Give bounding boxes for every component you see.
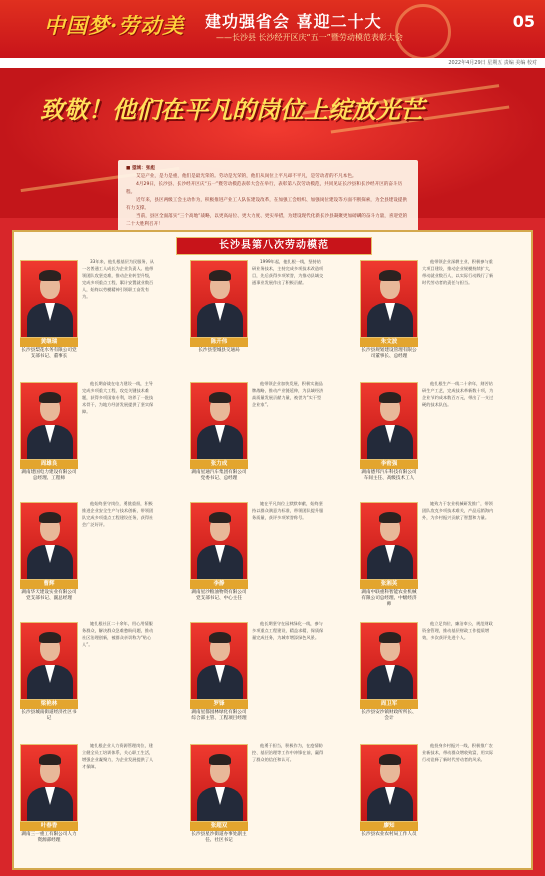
honoree-bio: 他扎根生产一线二十余年，刻苦钻研生产工艺，完成技术革新数十项，为企业节约成本数百万元，带出了一支过硬的技术队伍。 — [422, 381, 494, 407]
honoree-caption: 湖南德邦汽车科技有限公司车间主任、高级技术工人 — [361, 470, 417, 481]
dateline: 2022年4月29日 星期五 责编 美编 校对 — [0, 58, 545, 68]
honoree-bio: 33年来，他扎根基层为民服务，从一名普通工人成长为企业负责人。他带领团队攻坚克难，推动企业转型升级，完成多项重点工程，累计安置就业数百人，始终以劳模精神引领职工奋发有为。 — [82, 259, 154, 299]
masthead-logo: 中国梦·劳动美 — [44, 13, 185, 38]
honoree-caption: 长沙县规划建设管理有限公司董事长、总经理 — [361, 348, 417, 359]
honoree-bio: 她扎根企业人力资源管理岗位，建立健全员工培训体系，关心职工生活，增强企业凝聚力，为企业发展提供了人才保障。 — [82, 743, 154, 769]
intro-paragraph: 艾是产业，是力是重，他们是最光荣的。劳动是光荣的，他们从岗位上平凡却不平凡，是劳动者的不凡本色。 — [136, 174, 357, 179]
portrait-photo — [190, 744, 248, 822]
honoree-caption: 湖南中联重科智能农业机械有限公司总经理、中级经济师 — [361, 590, 417, 607]
honoree-name: 廖知 — [360, 822, 418, 831]
honoree-name: 李静 — [190, 580, 248, 589]
honoree-name: 张超双 — [190, 822, 248, 831]
honoree-name: 叶春香 — [20, 822, 78, 831]
honoree-name: 张湘英 — [360, 580, 418, 589]
portrait-photo — [20, 382, 78, 460]
honoree-caption: 长沙县望城县交通局 — [198, 348, 240, 353]
honoree-card — [360, 258, 525, 376]
honoree-name: 陈开伟 — [190, 338, 248, 347]
honoree-card — [20, 258, 185, 376]
honoree-name: 曹辉 — [20, 580, 78, 589]
portrait-photo — [20, 260, 78, 338]
honoree-card — [360, 620, 525, 738]
honoree-bio: 他带领企业深耕主业，积极参与重大项目建设，推动企业规模持续扩大，带动就业数百人，以实际行动践行了新时代劳动者的责任与担当。 — [422, 259, 494, 285]
honoree-name: 黄继瑞 — [20, 338, 78, 347]
honoree-card — [20, 742, 185, 860]
honoree-caption: 长沙县安沙镇财政所所长、会计 — [361, 710, 417, 721]
honoree-bio: 他始终坚守岗位，勇挑重担，积极推进企业安全生产与技术创新，带领团队完成多项重点工程建设任务，获得社会广泛好评。 — [82, 501, 154, 527]
intro-paragraph: 近年来，县区两级工会主动作为，积极推进产业工人队伍建设改革，在加强工会组织、加强岗位建设等方面不断探索，为全县建设提供有力支撑。 — [126, 198, 408, 211]
decorative-ring-icon — [395, 4, 451, 60]
honoree-bio: 他投身乡村振兴一线，积极推广农业新技术，带动群众增收致富，用实际行动诠释了新时代劳动者的风采。 — [422, 743, 494, 762]
honoree-name: 梁艳林 — [20, 700, 78, 709]
honoree-caption: 长沙县梨花水务有限公司党支部书记、董事长 — [21, 348, 77, 359]
honoree-card — [20, 500, 185, 618]
intro-byline: ■ 望城：张彪 — [126, 166, 155, 171]
honoree-card — [190, 742, 355, 860]
intro-paragraph: 当前，县区全面落实“三个高地”战略，以更高站位、更大力度、更实举措，为建设现代化新长沙县凝聚更加磅礴的奋斗力量，喜迎党的二十大胜利召开！ — [126, 214, 408, 227]
honoree-card — [190, 500, 355, 618]
honoree-caption: 湖南星沙粮油物资有限公司党支部书记、中心主任 — [191, 590, 247, 601]
honoree-caption: 长沙县城南街道经济社区书记 — [21, 710, 77, 721]
honoree-card — [190, 258, 355, 376]
honoree-caption: 湖南三一重工有限公司人力资源部经理 — [21, 832, 77, 843]
portrait-photo — [190, 622, 248, 700]
honoree-caption: 长沙县星沙街道办事处副主任、社区书记 — [191, 832, 247, 843]
honoree-bio: 她在平凡岗位上默默奉献，始终坚持以群众满意为标准，带领团队提升服务质量，获评多项荣誉称号。 — [252, 501, 324, 520]
masthead-subtitle: ——长沙县 长沙经开区庆“五一”暨劳动模范表彰大会 — [216, 33, 403, 42]
honoree-bio: 他勇于担当，积极作为，在疫情防控、基层治理等工作中冲锋在前，赢得了群众的信任和认可。 — [252, 743, 324, 762]
portrait-photo — [190, 260, 248, 338]
honoree-card — [20, 380, 185, 498]
portrait-photo — [190, 502, 248, 580]
honoree-bio: 她致力于农业机械研发推广，带领团队攻克多项技术难关，产品远销海内外，为乡村振兴贡献了智慧和力量。 — [422, 501, 494, 520]
banner-heading: 致敬！他们在平凡的岗位上绽放光芒 — [40, 95, 424, 124]
masthead — [0, 0, 545, 58]
portrait-photo — [360, 260, 418, 338]
honoree-bio: 他带领企业加快发展，积极实施品牌战略，推动产业链延伸，为县域经济高质量发展贡献力量，被誉为“实干型企业家”。 — [252, 381, 324, 407]
portrait-photo — [20, 622, 78, 700]
portrait-photo — [360, 382, 418, 460]
honoree-card — [360, 742, 525, 860]
portrait-photo — [360, 744, 418, 822]
portrait-photo — [190, 382, 248, 460]
honoree-name: 李密强 — [360, 460, 418, 469]
portrait-photo — [20, 502, 78, 580]
honoree-name: 周雄良 — [20, 460, 78, 469]
portrait-photo — [20, 744, 78, 822]
honoree-bio: 他立足岗位，廉洁奉公，规范财政资金管理，推动基层财政工作提质增效，多次获评先进个人。 — [422, 621, 493, 640]
honoree-caption: 湖南星通汽车集团有限公司党委书记、总经理 — [191, 470, 247, 481]
honoree-bio: 她扎根社区二十余年，用心用情服务群众，解决群众急难愁盼问题，推动社区治理创新，被群众亲切称为“贴心人”。 — [82, 621, 154, 647]
honoree-card — [360, 380, 525, 498]
portrait-photo — [360, 622, 418, 700]
masthead-title: 建功强省会 喜迎二十大 — [205, 12, 382, 31]
honoree-name: 周卫军 — [360, 700, 418, 709]
intro-paragraph: 4月29日，长沙县、长沙经开区庆“五一”暨劳动模范表彰大会在举行，表彰第八次劳动模范，共同见证长沙县和长沙经开区的奋斗历程。 — [126, 182, 403, 195]
honoree-card — [190, 620, 355, 738]
honoree-bio: 他长期坚守在园林绿化一线，参与多项重点工程建设，精益求精，保质保量完成任务，为城市增添绿色风景。 — [252, 621, 324, 640]
section-title: 长沙县第八次劳动模范 — [176, 237, 372, 255]
honoree-name: 张力成 — [190, 460, 248, 469]
honoree-bio: 1999年起，他扎根一线，坚持钻研业务技术，主持完成多项技术改造项目，先后获得多项荣誉，为推动县域交通事业发展作出了积极贡献。 — [252, 259, 324, 285]
page-number: 05 — [512, 12, 535, 31]
honoree-caption: 湖南星都园林绿化有限公司综合部主管、工程项目经理 — [191, 710, 247, 721]
honoree-card — [190, 380, 355, 498]
honoree-bio: 他长期奋战在电力建设一线，主导完成多项重大工程，攻克关键技术难题，获得多项国家专利，培养了一批技术骨干，为地方经济发展提供了坚实保障。 — [82, 381, 154, 414]
honoree-name: 朱文波 — [360, 338, 418, 347]
honoree-caption: 长沙县农业农村局工作人员 — [361, 832, 417, 837]
portrait-photo — [360, 502, 418, 580]
honoree-caption: 湖南华天建设实业有限公司党支部书记、副总经理 — [21, 590, 77, 601]
honoree-name: 罗锋 — [190, 700, 248, 709]
honoree-card — [360, 500, 525, 618]
honoree-card — [20, 620, 185, 738]
honoree-caption: 湖南建国电力建设有限公司总经理、工程师 — [21, 470, 77, 481]
